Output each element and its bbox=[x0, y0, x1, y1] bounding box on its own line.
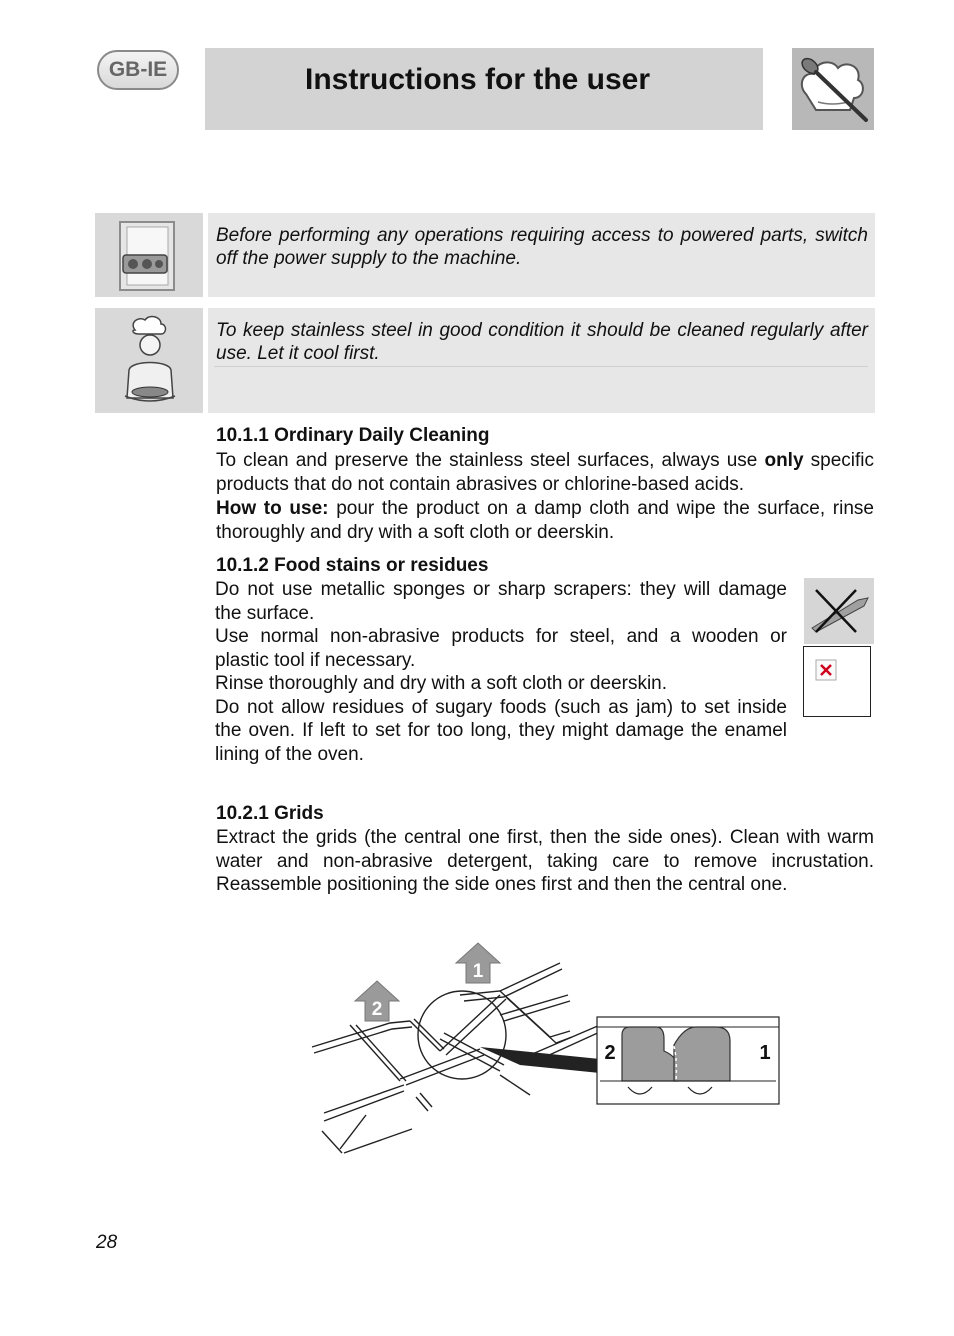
section-stains-body bbox=[215, 578, 787, 766]
section-grids-heading: 10.2.1 Grids bbox=[216, 803, 324, 824]
stains-paragraph-3: Rinse thoroughly and dry with a soft cloth or deerskin. bbox=[215, 673, 668, 694]
detail-label-2: 2 bbox=[604, 1042, 616, 1064]
notice-divider bbox=[214, 366, 868, 367]
section-stains-heading: 10.1.2 Food stains or residues bbox=[216, 555, 489, 576]
stains-paragraph-4: Do not allow residues of sugary foods (such as jam) to set inside the oven. If left to set for too long, they might damage the enamel lining of the oven. bbox=[215, 696, 787, 765]
arrow-label-1: 1 bbox=[472, 961, 484, 982]
notice-cleaning-text: To keep stainless steel in good condition it should be cleaned regularly after use. Let it cool first. bbox=[216, 320, 868, 364]
section-grids-text: Extract the grids (the central one first, then the side ones). Clean with warm water and non-abrasive detergent, taking care to remove incrustation. Reassemble positioning the side ones first and then the central one. bbox=[216, 827, 874, 895]
section-daily-body bbox=[216, 449, 874, 544]
detail-label-1: 1 bbox=[759, 1042, 771, 1064]
chef-cleaning-icon bbox=[95, 308, 203, 413]
daily-p1-emphasis: only bbox=[764, 450, 804, 471]
detail-grid-foot-right bbox=[674, 1027, 730, 1081]
stains-paragraph-1: Do not use metallic sponges or sharp scrapers: they will damage the surface. bbox=[215, 579, 787, 624]
section-daily-heading: 10.1.1 Ordinary Daily Cleaning bbox=[216, 425, 490, 446]
broken-image-icon bbox=[803, 646, 871, 717]
daily-p2-text: pour the product on a damp cloth and wipe the surface, rinse thoroughly and dry with a soft cloth or deerskin. bbox=[216, 498, 874, 543]
arrow-label-2: 2 bbox=[371, 999, 383, 1020]
language-badge bbox=[97, 50, 179, 90]
crossed-knife-icon bbox=[804, 578, 874, 644]
chef-hat-spoon-icon bbox=[792, 48, 874, 130]
daily-paragraph-2 bbox=[216, 497, 874, 544]
stains-paragraph-2: Use normal non-abrasive products for steel, and a wooden or plastic tool if necessary. bbox=[215, 626, 787, 671]
power-switch-icon bbox=[95, 213, 203, 297]
grid-removal-figure bbox=[300, 935, 790, 1165]
notice-power-text: Before performing any operations requiring access to powered parts, switch off the power supply to the machine. bbox=[216, 225, 868, 269]
daily-p1-text: To clean and preserve the stainless steel surfaces, always use bbox=[216, 450, 765, 471]
daily-p2-label: How to use: bbox=[216, 498, 329, 519]
page-title: Instructions for the user bbox=[305, 63, 651, 96]
page-number: 28 bbox=[96, 1232, 118, 1253]
language-badge-label: GB-IE bbox=[108, 58, 168, 81]
daily-paragraph-1 bbox=[216, 449, 874, 496]
daily-p1-text-end: specific products that do not contain abrasives or chlorine-based acids. bbox=[216, 450, 874, 495]
